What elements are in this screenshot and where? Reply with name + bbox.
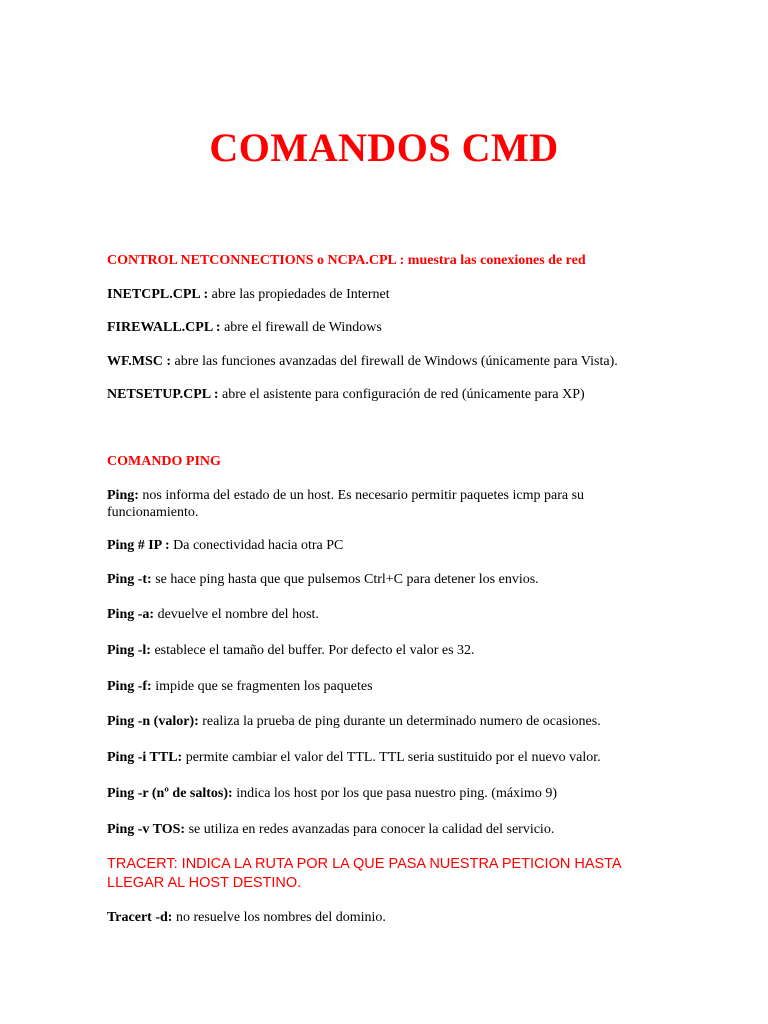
entry-term: Ping -a: <box>107 607 155 622</box>
entry-desc: Da conectividad hacia otra PC <box>173 538 344 553</box>
entry-desc: devuelve el nombre del host. <box>157 607 319 622</box>
entry-term: Ping -i TTL: <box>107 750 183 765</box>
entry-ping-a <box>107 606 667 623</box>
netconnections-term: CONTROL NETCONNECTIONS o NCPA.CPL : <box>107 253 405 268</box>
entry-inetcpl <box>107 286 667 303</box>
entry-ping-l <box>107 642 667 659</box>
entry-desc: permite cambiar el valor del TTL. TTL seria sustituido por el nuevo valor. <box>185 750 601 765</box>
entry-firewall <box>107 319 667 336</box>
entry-term: Ping -n (valor): <box>107 714 199 729</box>
ping-section-heading <box>107 453 667 470</box>
entry-ping-i <box>107 749 667 766</box>
ping-heading: COMANDO PING <box>107 454 221 469</box>
entry-ping-f <box>107 678 667 695</box>
entry-ping-v <box>107 821 667 838</box>
entry-term: FIREWALL.CPL : <box>107 320 221 335</box>
entry-desc: abre las funciones avanzadas del firewall de Windows (únicamente para Vista). <box>174 354 618 369</box>
entry-desc: establece el tamaño del buffer. Por defecto el valor es 32. <box>154 643 475 658</box>
entry-ping-ip <box>107 537 667 554</box>
entry-term: Ping -l: <box>107 643 151 658</box>
entry-term: WF.MSC : <box>107 354 172 369</box>
netconnections-desc: muestra las conexiones de red <box>407 253 586 268</box>
entry-ping-t <box>107 571 667 588</box>
entry-desc: indica los host por los que pasa nuestro ping. (máximo 9) <box>236 786 557 801</box>
netconnections-line <box>107 252 667 269</box>
entry-term: INETCPL.CPL : <box>107 287 209 302</box>
entry-desc: impide que se fragmenten los paquetes <box>155 679 373 694</box>
entry-desc: se utiliza en redes avanzadas para conocer la calidad del servicio. <box>188 822 555 837</box>
entry-desc: abre el firewall de Windows <box>224 320 382 335</box>
entry-term: Ping # IP : <box>107 538 170 553</box>
tracert-heading: TRACERT: INDICA LA RUTA POR LA QUE PASA NUESTRA PETICION HASTA LLEGAR AL HOST DESTINO. <box>107 856 621 891</box>
entry-desc: abre el asistente para configuración de red (únicamente para XP) <box>222 387 585 402</box>
entry-term: Ping -v TOS: <box>107 822 186 837</box>
entry-desc: se hace ping hasta que que pulsemos Ctrl+C para detener los envios. <box>155 572 539 587</box>
entry-tracert-d <box>107 909 667 926</box>
entry-term: Ping -t: <box>107 572 152 587</box>
entry-desc: realiza la prueba de ping durante un determinado numero de ocasiones. <box>202 714 601 729</box>
entry-ping <box>107 487 667 521</box>
entry-netsetup <box>107 386 667 403</box>
entry-term: Tracert -d: <box>107 910 173 925</box>
entry-desc: nos informa del estado de un host. Es necesario permitir paquetes icmp para su funcionamiento. <box>107 488 585 520</box>
entry-term: Ping -r (nº de saltos): <box>107 786 233 801</box>
entry-term: Ping: <box>107 488 139 503</box>
entry-ping-n <box>107 713 667 730</box>
document-title: COMANDOS CMD <box>209 125 559 170</box>
entry-desc: abre las propiedades de Internet <box>211 287 390 302</box>
entry-desc: no resuelve los nombres del dominio. <box>175 910 386 925</box>
entry-ping-r <box>107 785 667 802</box>
entry-wfmsc <box>107 353 667 370</box>
entry-term: NETSETUP.CPL : <box>107 387 219 402</box>
entry-term: Ping -f: <box>107 679 152 694</box>
